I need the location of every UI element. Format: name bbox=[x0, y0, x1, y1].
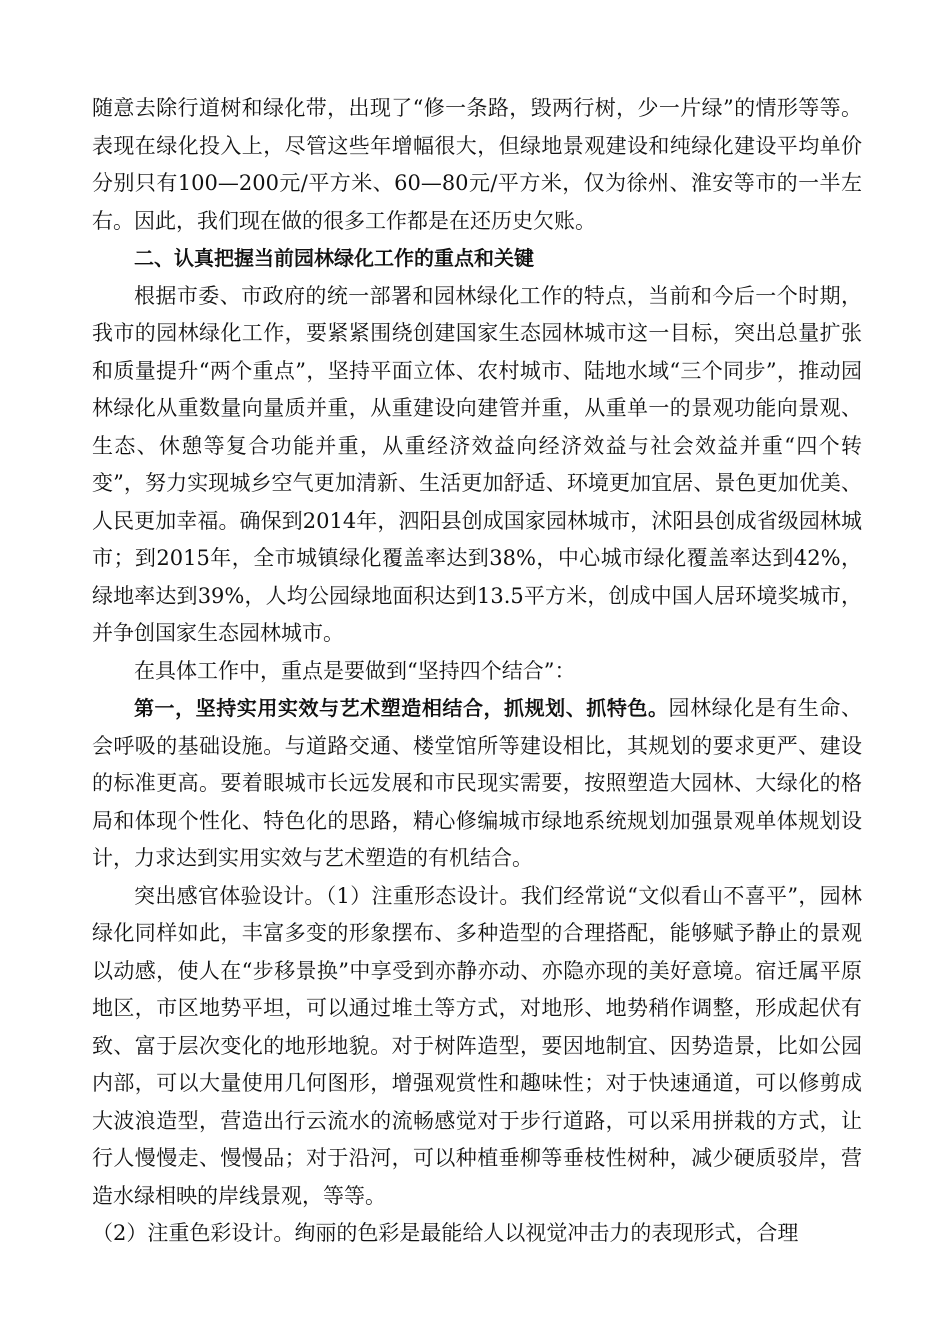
paragraph-continuation: （2）注重色彩设计。绚丽的色彩是最能给人以视觉冲击力的表现形式，合理 bbox=[92, 1221, 799, 1245]
paragraph-lead bbox=[92, 690, 862, 878]
section-heading bbox=[92, 240, 862, 278]
document-page bbox=[92, 90, 862, 1253]
paragraph-body: 突出感官体验设计。（1）注重形态设计。我们经常说“文似看山不喜平”，园林绿化同样如此，丰富多变的形象摆布、多种造型的合理搭配，能够赋予静止的景观以动感，使人在“步移景换”中享受到亦静亦动、亦隐亦现的美好意境。宿迁属平原地区，市区地势平坦，可以通过堆土等方式，对地形、地势稍作调整，形成起伏有致、富于层次变化的地形地貌。对于树阵造型，要因地制宜、因势造景，比如公园内部，可以大量使用几何图形，增强观赏性和趣味性；对于快速通道，可以修剪成大波浪造型，营造出行云流水的流畅感觉对于步行道路，可以采用拼栽的方式，让行人慢慢走、慢慢品；对于沿河，可以种植垂柳等垂枝性树种，减少硬质驳岸，营造水绿相映的岸线景观，等等。 bbox=[92, 883, 862, 1208]
paragraph-lead-body: 园林绿化是有生命、会呼吸的基础设施。与道路交通、楼堂馆所等建设相比，其规划的要求更严、建设的标准更高。要着眼城市长远发展和市民现实需要，按照塑造大园林、大绿化的格局和体现个性化、特色化的思路，精心修编城市绿地系统规划加强景观单体规划设计，力求达到实用实效与艺术塑造的有机结合。 bbox=[92, 696, 863, 870]
section-heading-text: 二、认真把握当前园林绿化工作的重点和关键 bbox=[134, 246, 534, 270]
paragraph-body: 在具体工作中，重点是要做到“坚持四个结合”： bbox=[134, 658, 576, 683]
paragraph-continuation: 随意去除行道树和绿化带，出现了“修一条路，毁两行树，少一片绿”的情形等等。表现在绿化投入上，尽管这些年增幅很大，但绿地景观建设和纯绿化建设平均单价分别只有100—200元/平方米、60—80元/平方米，仅为徐州、淮安等市的一半左右。因此，我们现在做的很多工作都是在还历史欠账。 bbox=[92, 96, 862, 233]
paragraph-body: 根据市委、市政府的统一部署和园林绿化工作的特点，当前和今后一个时期，我市的园林绿化工作，要紧紧围绕创建国家生态园林城市这一目标，突出总量扩张和质量提升“两个重点”，坚持平面立体、农村城市、陆地水域“三个同步”，推动园林绿化从重数量向量质并重，从重建设向建管并重，从重单一的景观功能向景观、生态、休憩等复合功能并重，从重经济效益向经济效益与社会效益并重“四个转变”，努力实现城乡空气更加清新、生活更加舒适、环境更加宜居、景色更加优美、人民更加幸福。确保到2014年，泗阳县创成国家园林城市，沭阳县创成省级园林城市；到2015年，全市城镇绿化覆盖率达到38%，中心城市绿化覆盖率达到42%，绿地率达到39%，人均公园绿地面积达到13.5平方米，创成中国人居环境奖城市，并争创国家生态园林城市。 bbox=[92, 283, 862, 645]
paragraph-lead-bold: 第一，坚持实用实效与艺术塑造相结合，抓规划、抓特色。 bbox=[134, 696, 669, 720]
